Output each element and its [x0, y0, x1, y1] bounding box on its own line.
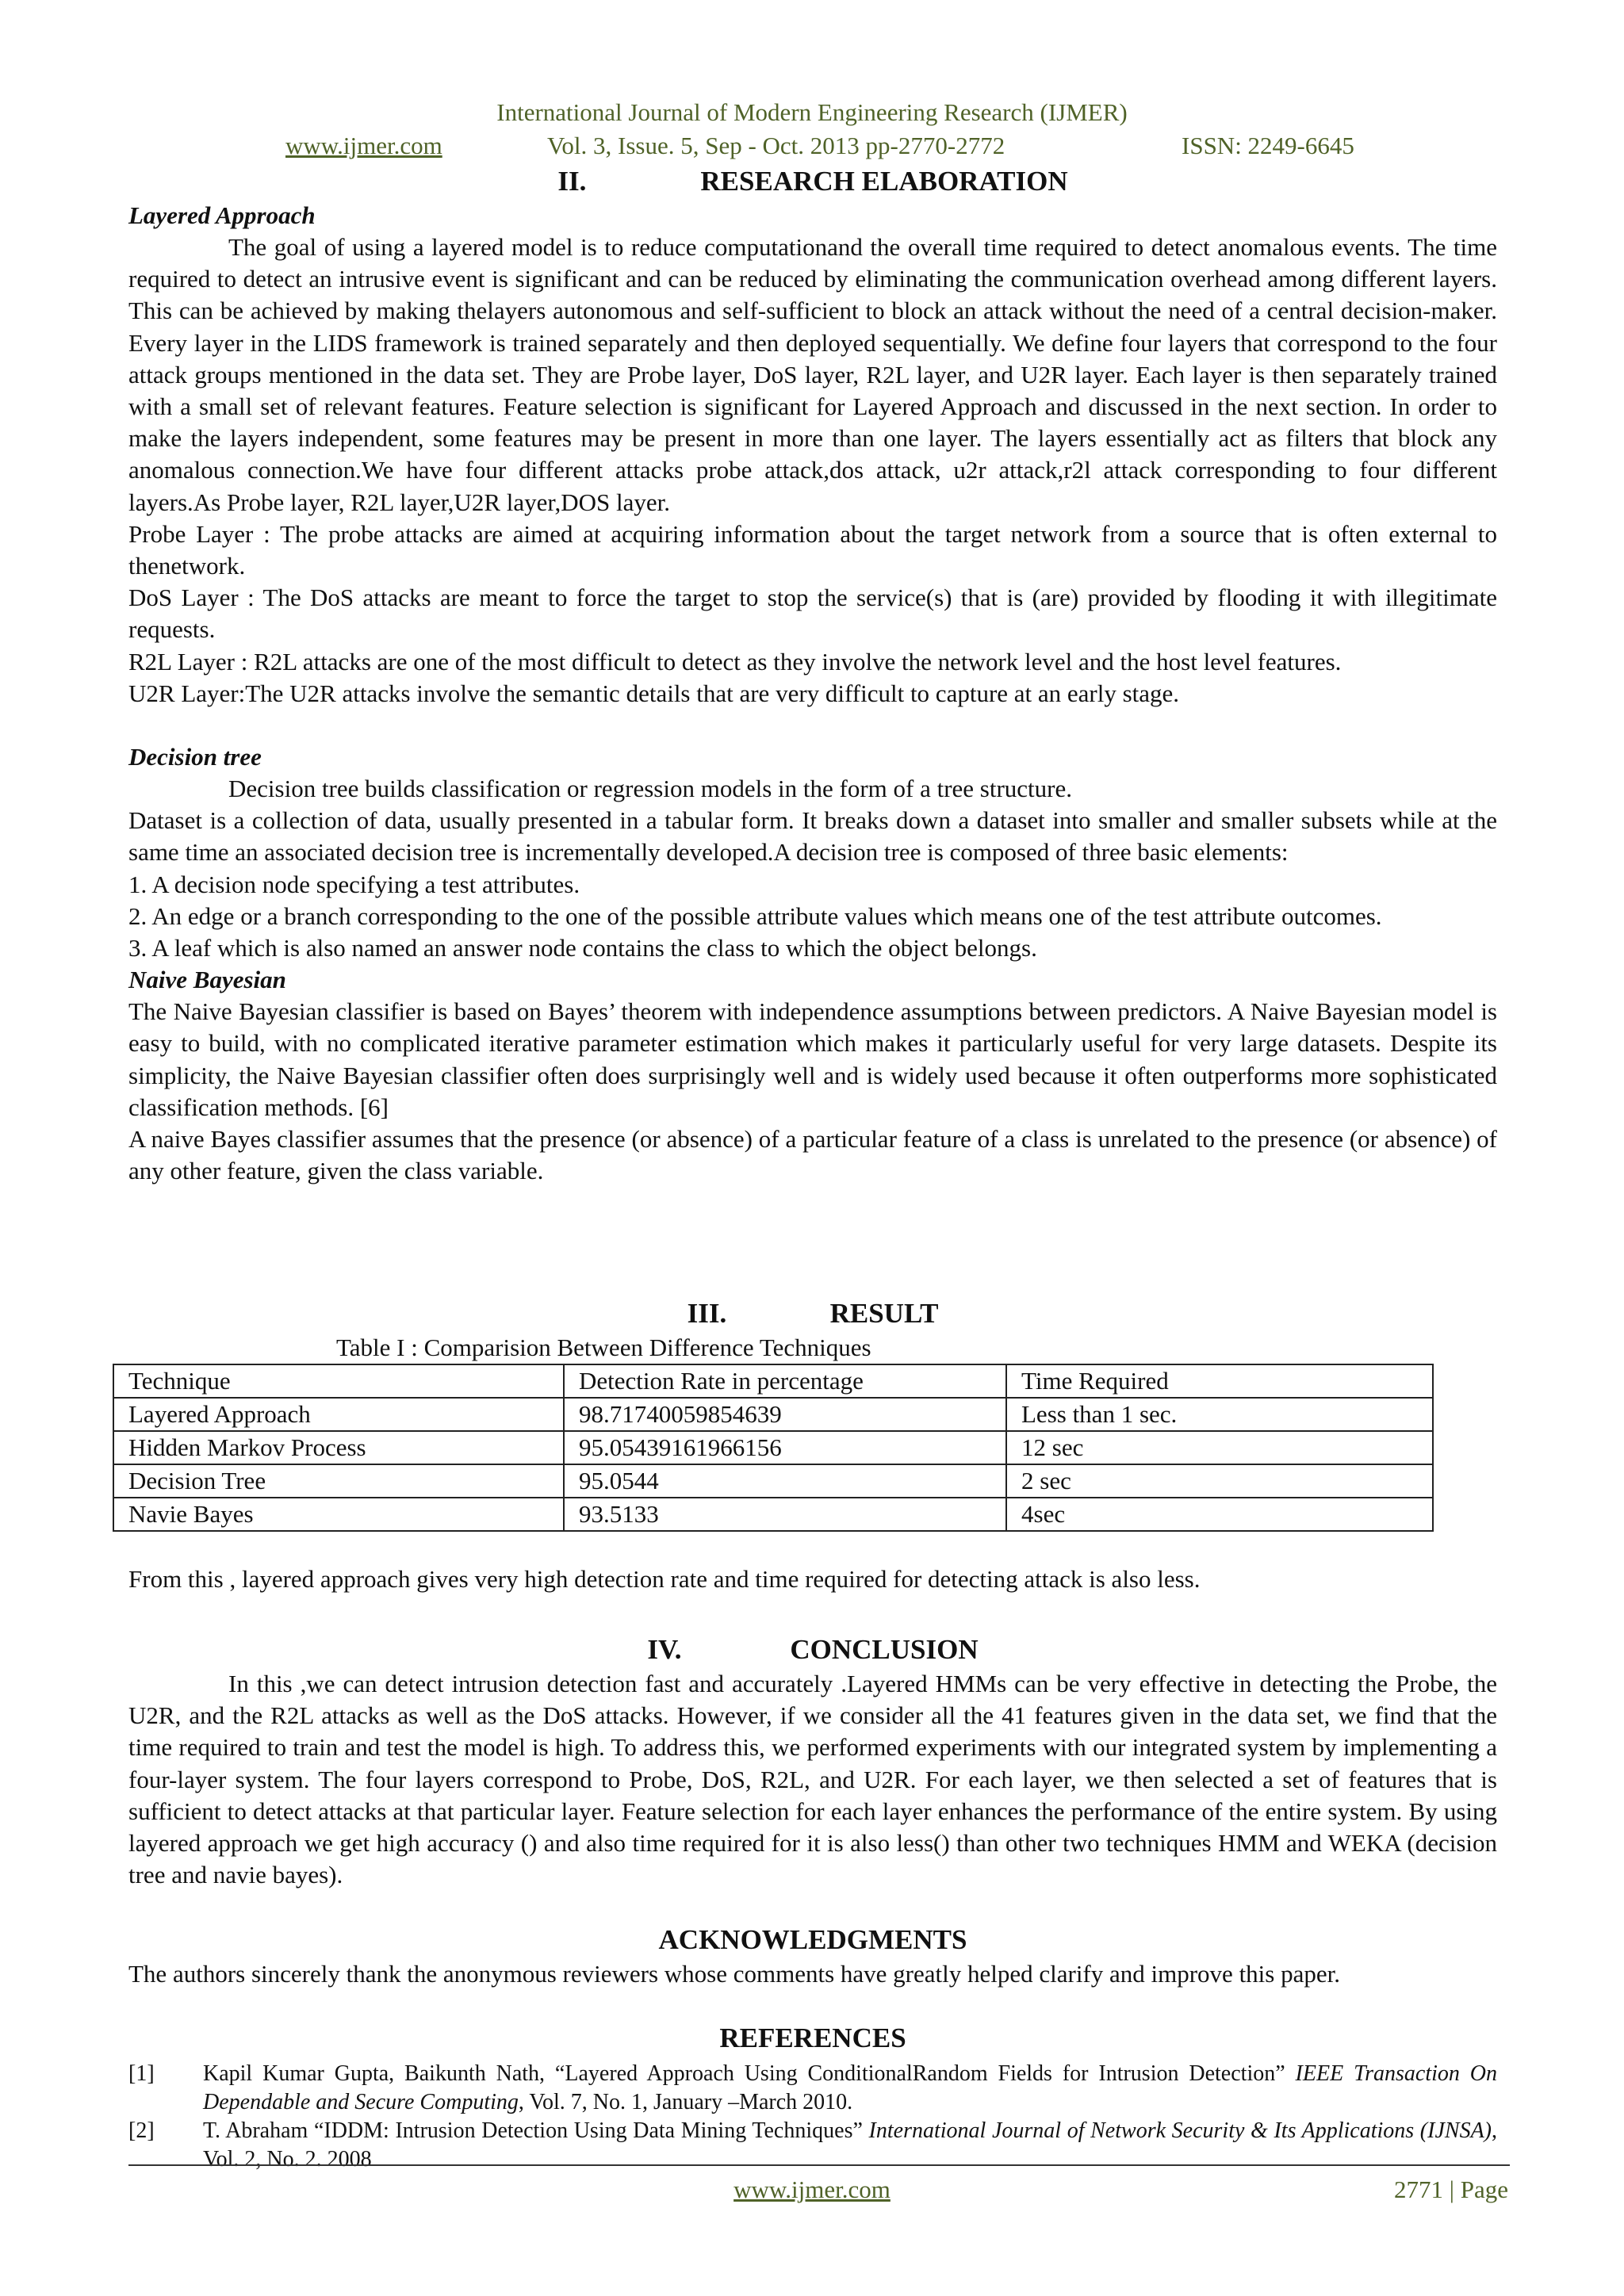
section-number: II.: [557, 166, 587, 197]
reference-authors-title: Kapil Kumar Gupta, Baikunth Nath, “Layered Approach Using ConditionalRandom Fields for Intrusion Detection”: [203, 2061, 1296, 2086]
section-heading: [128, 163, 1497, 200]
section-heading: [128, 1295, 1497, 1332]
table-row: [113, 1498, 1433, 1531]
reference-authors-title: T. Abraham “IDDM: Intrusion Detection Using Data Mining Techniques”: [203, 2118, 869, 2143]
paragraph-naive-bayes-1: The Naive Bayesian classifier is based on Bayes’ theorem with independence assumptions between predictors. A Naive Bayesian model is easy to build, with no complicated iterative parameter estimation which makes it particularly useful for very large datasets. Despite its simplicity, the Naive Bayesian classifier often does surprisingly well and is widely used because it often outperforms more sophisticated classification methods. [6]: [128, 997, 1497, 1121]
paragraph-decision-tree-2: Dataset is a collection of data, usually presented in a tabular form. It breaks down a dataset into smaller and smaller subsets while at the same time an associated decision tree is incrementally developed.A decision tree is composed of three basic elements:: [128, 806, 1497, 867]
reference-list: [128, 2060, 1497, 2174]
subheading-layered-approach: Layered Approach: [128, 201, 316, 229]
paragraph-conclusion: In this ,we can detect intrusion detection fast and accurately .Layered HMMs can be very effective in detecting the Probe, the U2R, and the R2L attacks as well as the DoS attacks. However, if we consider all the 41 features given in the data set, we find that the time required to train and test the model is high. To address this, we performed experiments with our integrated system by implementing a four-layer system. The four layers correspond to Probe, DoS, R2L, and U2R. For each layer, we then selected a set of features that is sufficient to detect attacks at that particular layer. Feature selection for each layer enhances the performance of the entire system. By using layered approach we get high accuracy () and also time required for it is also less() than other two techniques HMM and WEKA (decision tree and navie bayes).: [128, 1670, 1497, 1889]
table-cell: 12 sec: [1006, 1431, 1433, 1464]
section-research-elaboration: [128, 163, 1497, 1187]
table-caption: Table I : Comparision Between Difference Techniques: [336, 1334, 871, 1361]
section-title: REFERENCES: [719, 2022, 906, 2053]
table-header-cell: Time Required: [1006, 1364, 1433, 1398]
paragraph-naive-bayes-2: A naive Bayes classifier assumes that the presence (or absence) of a particular feature of a class is unrelated to the presence (or absence) of any other feature, given the class variable.: [128, 1125, 1497, 1185]
section-title: CONCLUSION: [790, 1634, 979, 1665]
section-acknowledgments: [128, 1922, 1497, 1990]
subheading-decision-tree: Decision tree: [128, 743, 262, 771]
table-cell: Hidden Markov Process: [113, 1431, 564, 1464]
paragraph-result-summary: From this , layered approach gives very high detection rate and time required for detecting attack is also less.: [128, 1565, 1201, 1593]
paragraph-layered-intro: The goal of using a layered model is to reduce computationand the overall time required to detect anomalous events. The time required to detect an intrusive event is significant and can be reduced by eliminating the communication overhead among different layers. This can be achieved by making thelayers autonomous and self-sufficient to block an attack without the need of a central decision-maker. Every layer in the LIDS framework is trained separately and then deployed sequentially. We define four layers that correspond to the four attack groups mentioned in the data set. They are Probe layer, DoS layer, R2L layer, and U2R layer. Each layer is then separately trained with a small set of relevant features. Feature selection is significant for Layered Approach and discussed in the next section. In order to make the layers independent, some features may be present in more than one layer. The layers essentially act as filters that block any anomalous connection.We have four different attacks probe attack,dos attack, u2r attack,r2l attack corresponding to four different layers.As Probe layer, R2L layer,U2R layer,DOS layer.: [128, 233, 1497, 516]
page-number: 2771 | Page: [1394, 2175, 1508, 2203]
table-row: [113, 1464, 1433, 1498]
reference-number: [1]: [128, 2061, 155, 2086]
header-info-line: [0, 128, 1624, 163]
table-header-cell: Technique: [113, 1364, 564, 1398]
paragraph-acknowledgments: The authors sincerely thank the anonymous reviewers whose comments have greatly helped clarify and improve this paper.: [128, 1960, 1340, 1988]
section-result: [128, 1295, 1497, 1595]
paragraph-decision-tree-1: Decision tree builds classification or regression models in the form of a tree structure.: [228, 775, 1073, 803]
header-volume: Vol. 3, Issue. 5, Sep - Oct. 2013 pp-2770-2772: [547, 132, 1005, 159]
footer-url-link[interactable]: www.ijmer.com: [733, 2175, 891, 2203]
reference-details: , Vol. 2, No. 2. 2008: [203, 2118, 1497, 2172]
results-table: [113, 1364, 1434, 1532]
footer-divider: [128, 2164, 1510, 2166]
subheading-naive-bayesian: Naive Bayesian: [128, 966, 286, 994]
header-issn: ISSN: 2249-6645: [1182, 132, 1354, 159]
section-heading: [128, 1632, 1497, 1668]
table-cell: 95.0544: [564, 1464, 1006, 1498]
table-cell: 2 sec: [1006, 1464, 1433, 1498]
section-references: [128, 2020, 1497, 2174]
table-cell: 95.05439161966156: [564, 1431, 1006, 1464]
table-cell: Decision Tree: [113, 1464, 564, 1498]
section-number: IV.: [647, 1634, 682, 1665]
reference-item: [128, 2060, 1497, 2117]
table-cell: Layered Approach: [113, 1398, 564, 1431]
section-conclusion: [128, 1632, 1497, 1891]
journal-title: International Journal of Modern Engineering Research (IJMER): [496, 98, 1128, 126]
reference-venue: International Journal of Network Security & Its Applications (IJNSA): [868, 2118, 1492, 2143]
paragraph-dos-layer: DoS Layer : The DoS attacks are meant to force the target to stop the service(s) that is (are) provided by flooding it with illegitimate requests.: [128, 584, 1497, 644]
table-row: [113, 1431, 1433, 1464]
header-url-link[interactable]: www.ijmer.com: [285, 132, 442, 159]
section-title: ACKNOWLEDGMENTS: [658, 1924, 967, 1955]
table-header-row: [113, 1364, 1433, 1398]
reference-venue: IEEE Transaction On Dependable and Secure Computing: [203, 2061, 1497, 2114]
list-item-edge-branch: 2. An edge or a branch corresponding to the one of the possible attribute values which means one of the test attribute outcomes.: [128, 901, 1382, 930]
table-cell: 98.71740059854639: [564, 1398, 1006, 1431]
table-row: [113, 1398, 1433, 1431]
list-item-leaf: 3. A leaf which is also named an answer node contains the class to which the object belongs.: [128, 934, 1037, 962]
table-cell: 4sec: [1006, 1498, 1433, 1531]
table-cell: Less than 1 sec.: [1006, 1398, 1433, 1431]
reference-details: , Vol. 7, No. 1, January –March 2010.: [518, 2090, 853, 2114]
section-title: RESEARCH ELABORATION: [700, 166, 1068, 197]
paragraph-u2r-layer: U2R Layer:The U2R attacks involve the semantic details that are very difficult to capture at an early stage.: [128, 679, 1180, 707]
reference-number: [2]: [128, 2118, 155, 2143]
paragraph-r2l-layer: R2L Layer : R2L attacks are one of the most difficult to detect as they involve the network level and the host level features.: [128, 647, 1342, 675]
reference-text: [203, 2060, 1497, 2117]
table-cell: Navie Bayes: [113, 1498, 564, 1531]
section-title: RESULT: [829, 1298, 939, 1329]
section-number: III.: [687, 1298, 727, 1329]
list-item-decision-node: 1. A decision node specifying a test attributes.: [128, 870, 580, 898]
table-cell: 93.5133: [564, 1498, 1006, 1531]
paragraph-probe-layer: Probe Layer : The probe attacks are aimed at acquiring information about the target network from a source that is often external to thenetwork.: [128, 519, 1497, 580]
table-header-cell: Detection Rate in percentage: [564, 1364, 1006, 1398]
